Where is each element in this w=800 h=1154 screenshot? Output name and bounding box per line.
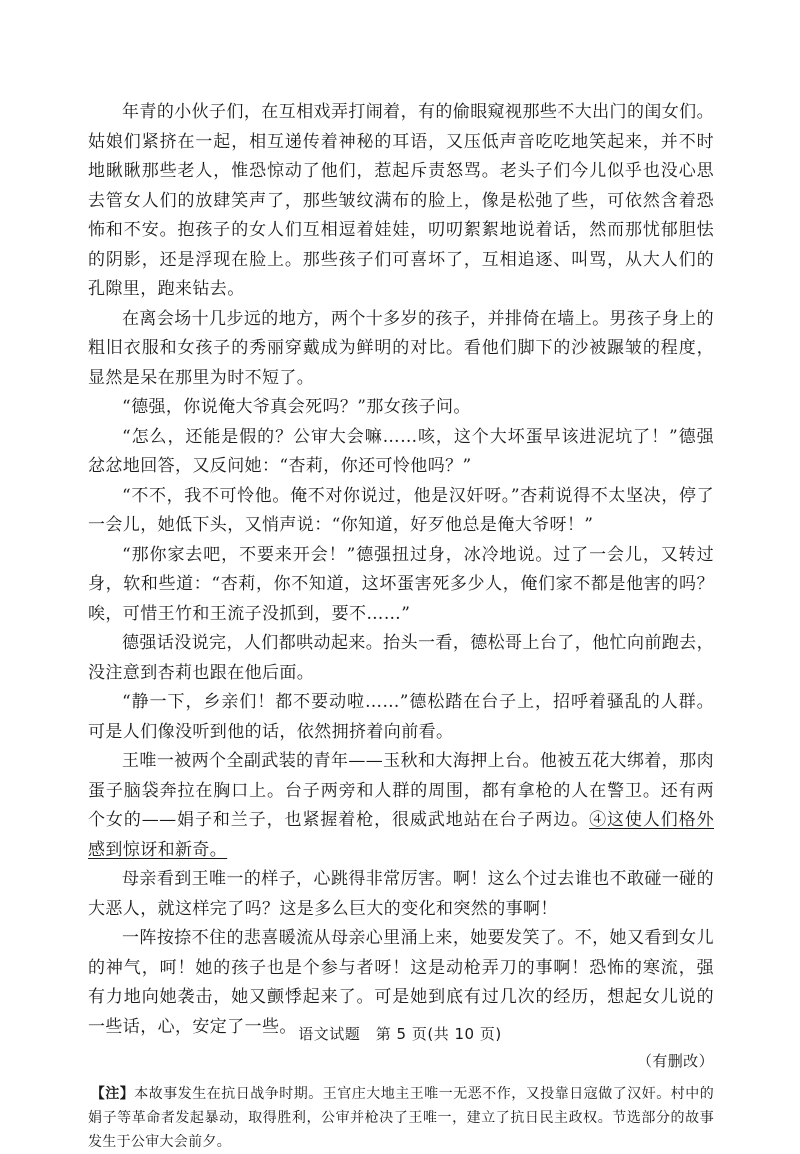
annotation-text: 本故事发生在抗日战争时期。王官庄大地主王唯一无恶不作，又投靠日寇做了汉奸。村中的娟子等革命者发起暴动，取得胜利，公审并枪决了王唯一，建立了抗日民主政权。节选部分的故事发生于公审大会前夕。	[88, 1086, 714, 1150]
page-footer: 语文试题 第 5 页(共 10 页)	[298, 1025, 502, 1043]
paragraph-dialogue-2: “怎么，还能是假的？公审大会嘛……咳，这个大坏蛋早该进泥坑了！”德强忿忿地回答，又反问她：“杏莉，你还可怜他吗？”	[88, 426, 714, 476]
paragraph-stir: 德强话没说完，人们都哄动起来。抬头一看，德松哥上台了，他忙向前跑去，没注意到杏莉也跟在他后面。	[88, 633, 714, 683]
paragraph-mother-2: 一阵按捺不住的悲喜暖流从母亲心里涌上来，她要发笑了。不，她又看到女儿的神气，呵！她的孩子也是个参与者呀！这是动枪弄刀的事啊！恐怖的寒流，强有力地向她袭击，她又颤悸起来了。可是她到底有过几次的经历，想起女儿说的一些话，心，安定了一些。	[88, 928, 714, 1037]
source-note: （有删改）	[636, 1052, 714, 1070]
paragraph-dialogue-4: “那你家去吧，不要来开会！”德强扭过身，冰冷地说。过了一会儿，又转过身，软和些道：“杏莉，你不知道，这坏蛋害死多少人，俺们家不都是他害的吗？唉，可惜王竹和王流子没抓到，要不……”	[88, 544, 714, 624]
paragraph-crowd: 年青的小伙子们，在互相戏弄打闹着，有的偷眼窥视那些不大出门的闺女们。姑娘们紧挤在一起，相互递传着神秘的耳语，又压低声音吃吃地笑起来，并不时地瞅瞅那些老人，惟恐惊动了他们，惹起斥责怒骂。老头子们今儿似乎也没心思去管女人们的放肆笑声了，那些皱纹满布的脸上，像是松弛了些，可依然含着恐怖和不安。抱孩子的女人们互相逗着娃娃，叨叨絮絮地说着话，然而那忧郁胆怯的阴影，还是浮现在脸上。那些孩子们可喜坏了，互相追逐、叫骂，从大人们的孔隙里，跑来钻去。	[88, 102, 714, 299]
paragraph-dialogue-1: “德强，你说俺大爷真会死吗？”那女孩子问。	[122, 397, 471, 417]
annotation-note	[88, 1082, 714, 1154]
paragraph-wang-text: 王唯一被两个全副武装的青年——玉秋和大海押上台。他被五花大绑着，那肉蛋子脑袋奔拉在胸口上。台子两旁和人群的周围，都有拿枪的人在警卫。还有两个女的——娟子和兰子，也紧握着枪，很威武地站在台子两边。	[88, 751, 714, 830]
paragraph-mother-1: 母亲看到王唯一的样子，心跳得非常厉害。啊！这么个过去谁也不敢碰一碰的大恶人，就这样完了吗？这是多么巨大的变化和突然的事啊！	[88, 869, 714, 919]
annotation-tag: 【注】	[90, 1086, 135, 1102]
paragraph-children: 在离会场十几步远的地方，两个十多岁的孩子，并排倚在墙上。男孩子身上的粗旧衣服和女孩子的秀丽穿戴成为鲜明的对比。看他们脚下的沙被蹍皱的程度，显然是呆在那里为时不短了。	[88, 308, 714, 388]
paragraph-dialogue-3: “不不，我不可怜他。俺不对你说过，他是汉奸呀。”杏莉说得不太坚决，停了一会儿，她低下头，又悄声说：“你知道，好歹他总是俺大爷呀！”	[88, 485, 714, 535]
paragraph-desong: “静一下，乡亲们！都不要动啦……”德松踏在台子上，招呼着骚乱的人群。可是人们像没听到他的话，依然拥挤着向前看。	[88, 692, 714, 742]
underlined-sentence: ④这使人们格外感到惊讶和新奇。	[88, 810, 714, 860]
paragraph-wang-on-stage	[88, 747, 714, 865]
